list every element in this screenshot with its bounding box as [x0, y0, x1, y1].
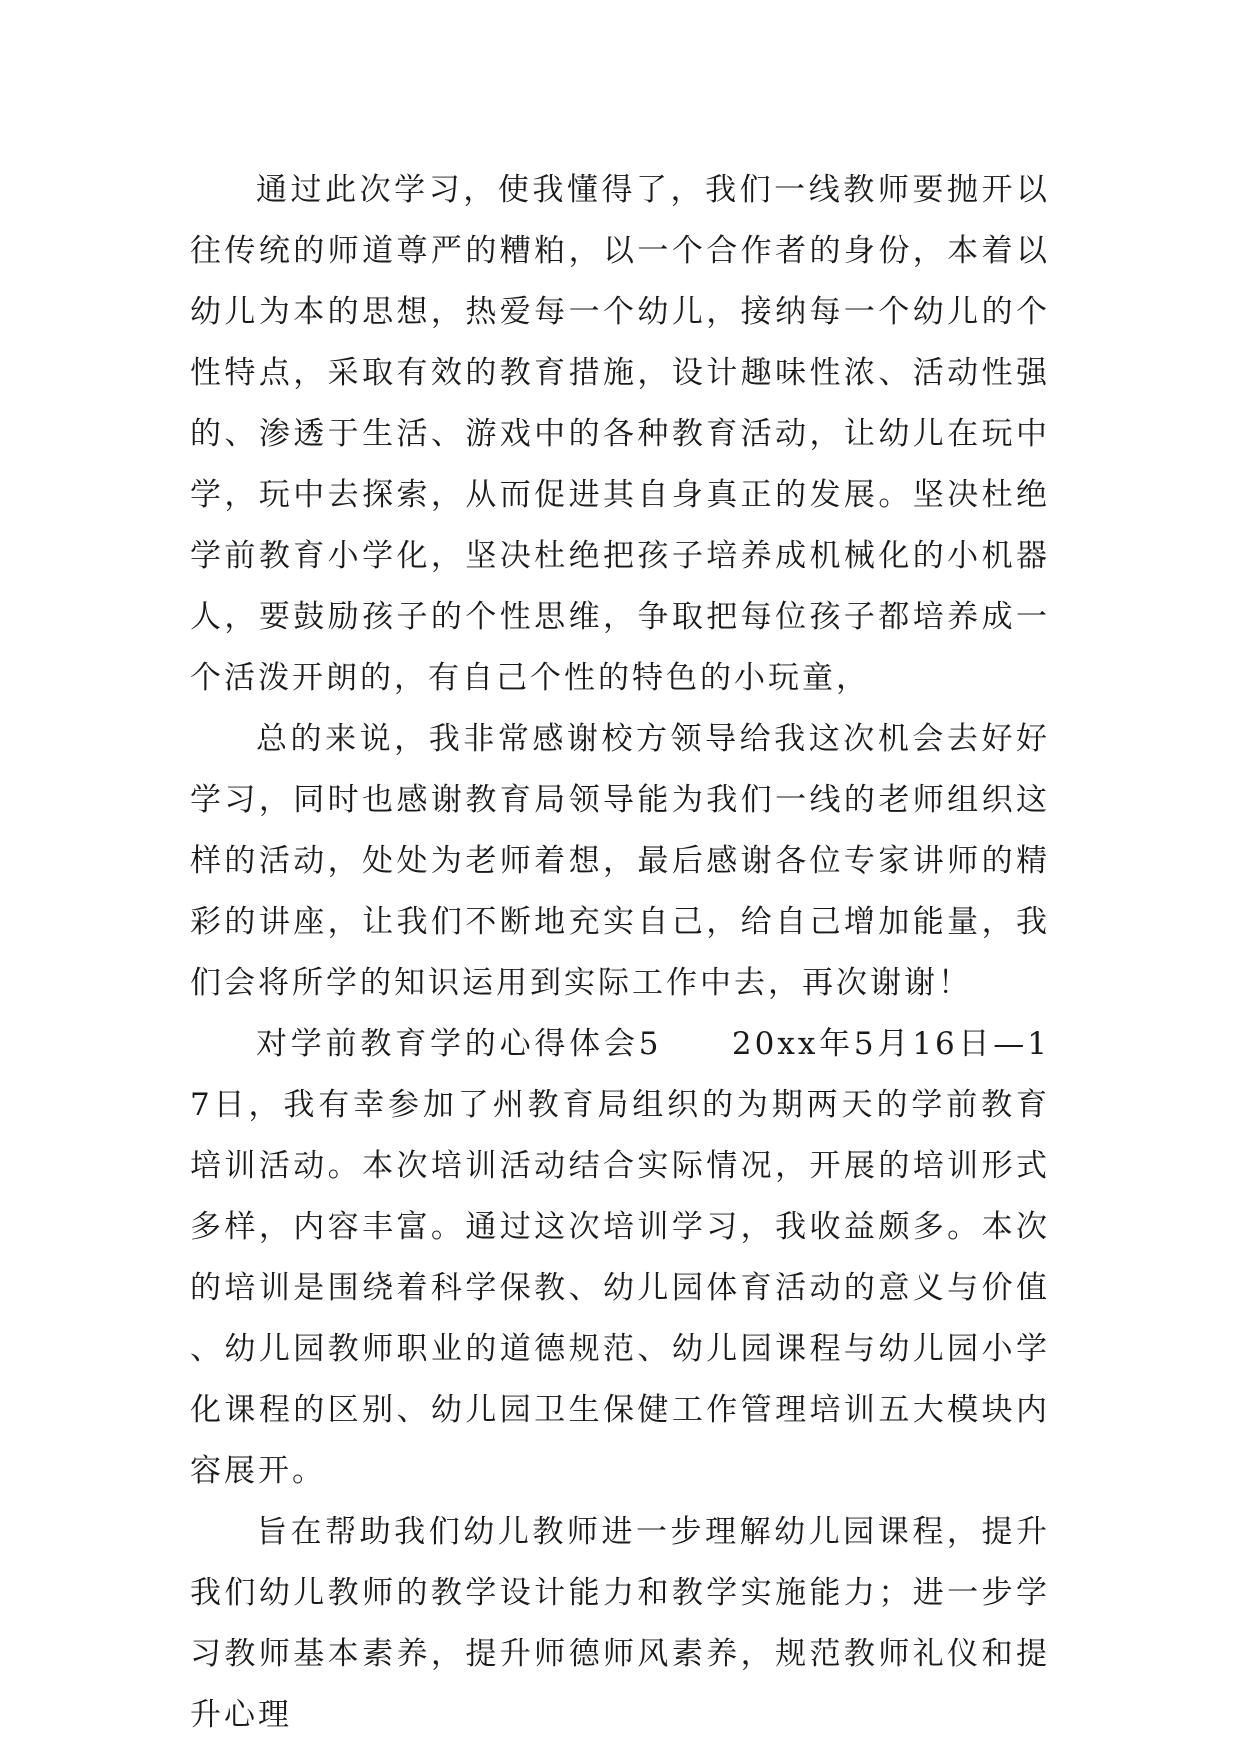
paragraph-4: 旨在帮助我们幼儿教师进一步理解幼儿园课程，提升我们幼儿教师的教学设计能力和教学实施能力；进一步学习教师基本素养，提升师德师风素养，规范教师礼仪和提升心理: [190, 1514, 1050, 1733]
document-body: [190, 160, 1050, 1746]
paragraph-3: 对学前教育学的心得体会5 20xx年5月16日—17日，我有幸参加了州教育局组织的为期两天的学前教育培训活动。本次培训活动结合实际情况，开展的培训形式多样，内容丰富。通过这次培训学习，我收益颇多。本次的培训是围绕着科学保教、幼儿园体育活动的意义与价值、幼儿园教师职业的道德规范、幼儿园课程与幼儿园小学化课程的区别、幼儿园卫生保健工作管理培训五大模块内容展开。: [190, 1026, 1050, 1489]
paragraph-2: 总的来说，我非常感谢校方领导给我这次机会去好好学习，同时也感谢教育局领导能为我们一线的老师组织这样的活动，处处为老师着想，最后感谢各位专家讲师的精彩的讲座，让我们不断地充实自己，给自己增加能量，我们会将所学的知识运用到实际工作中去，再次谢谢！: [190, 721, 1050, 1001]
paragraph-1: 通过此次学习，使我懂得了，我们一线教师要抛开以往传统的师道尊严的糟粕，以一个合作者的身份，本着以幼儿为本的思想，热爱每一个幼儿，接纳每一个幼儿的个性特点，采取有效的教育措施，设计趣味性浓、活动性强的、渗透于生活、游戏中的各种教育活动，让幼儿在玩中学，玩中去探索，从而促进其自身真正的发展。坚决杜绝学前教育小学化，坚决杜绝把孩子培养成机械化的小机器人，要鼓励孩子的个性思维，争取把每位孩子都培养成一个活泼开朗的，有自己个性的特色的小玩童，: [190, 172, 1050, 696]
